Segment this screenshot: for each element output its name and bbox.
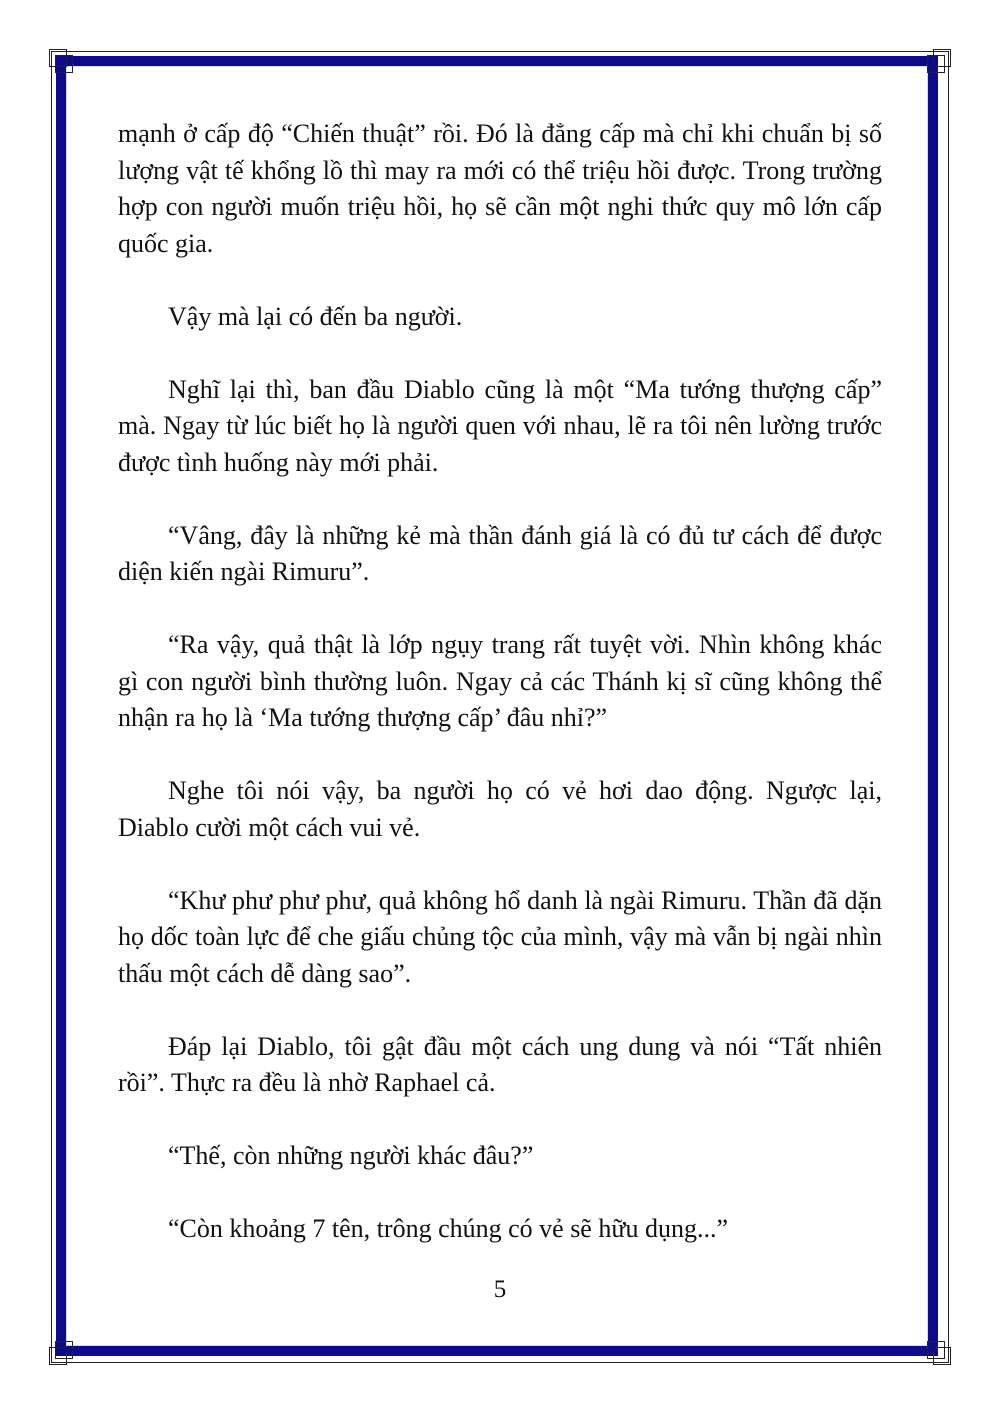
paragraph: “Ra vậy, quả thật là lớp ngụy trang rất tuyệt vời. Nhìn không khác gì con người bình thường luôn. Ngay cả các Thánh kị sĩ cũng không thể nhận ra họ là ‘Ma tướng thượng cấp’ đâu nhỉ?” [118, 630, 882, 732]
paragraph: “Vâng, đây là những kẻ mà thần đánh giá là có đủ tư cách để được diện kiến ngài Rimuru”. [118, 520, 882, 586]
corner-ornament-bottom-right-b [927, 1341, 945, 1359]
paragraph: Đáp lại Diablo, tôi gật đầu một cách ung dung và nói “Tất nhiên rồi”. Thực ra đều là nhờ Raphael cả. [118, 1031, 882, 1097]
paragraph: Nghĩ lại thì, ban đầu Diablo cũng là một “Ma tướng thượng cấp” mà. Ngay từ lúc biết họ là người quen với nhau, lẽ ra tôi nên lường trước được tình huống này mới phải. [118, 374, 882, 477]
paragraph: mạnh ở cấp độ “Chiến thuật” rồi. Đó là đẳng cấp mà chỉ khi chuẩn bị số lượng vật tế khổng lồ thì may ra mới có thể triệu hồi được. Trong trường hợp con người muốn triệu hồi, họ sẽ cần một nghi thức quy mô lớn cấp quốc gia. [118, 119, 882, 258]
paragraph: “Khư phư phư phư, quả không hổ danh là ngài Rimuru. Thần đã dặn họ dốc toàn lực để che giấu chủng tộc của mình, vậy mà vẫn bị ngài nhìn thấu một cách dễ dàng sao”. [118, 885, 882, 988]
paragraph: “Thế, còn những người khác đâu?” [168, 1141, 534, 1170]
corner-ornament-bottom-left-b [55, 1341, 73, 1359]
paragraph: “Còn khoảng 7 tên, trông chúng có vẻ sẽ hữu dụng...” [168, 1214, 728, 1243]
paragraph: Vậy mà lại có đến ba người. [168, 301, 463, 331]
paragraph: Nghe tôi nói vậy, ba người họ có vẻ hơi dao động. Ngược lại, Diablo cười một cách vui vẻ. [118, 776, 882, 842]
page-number: 5 [493, 1276, 507, 1303]
corner-ornament-top-left-b [55, 55, 73, 73]
page-body-text [118, 116, 882, 1284]
corner-ornament-top-right-b [927, 55, 945, 73]
